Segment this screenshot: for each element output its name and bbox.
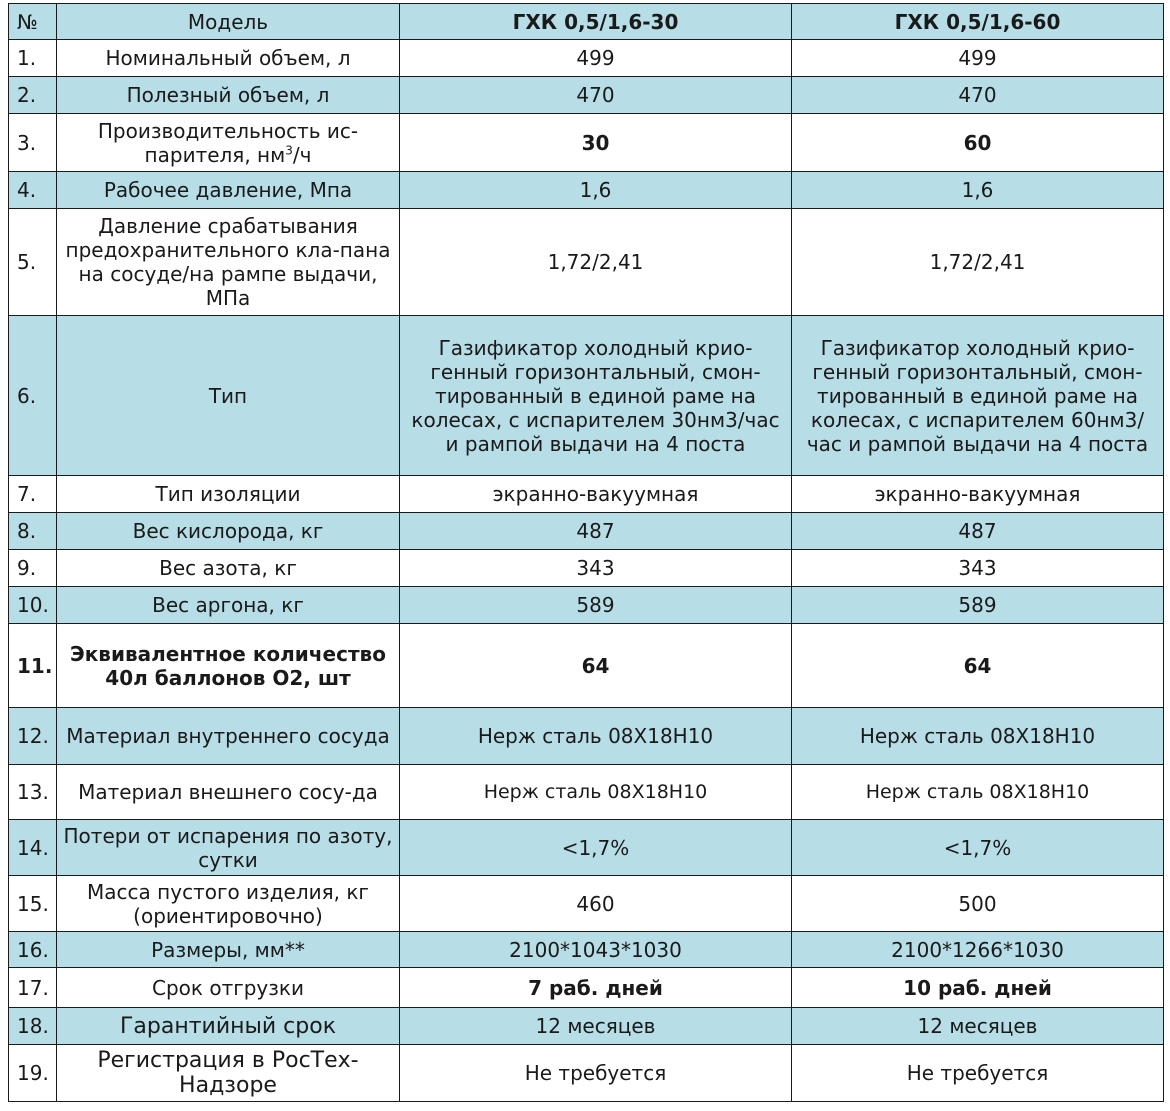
row-value-2: 10 раб. дней xyxy=(792,968,1164,1008)
row-value-1: 64 xyxy=(400,624,792,708)
row-number: 19. xyxy=(9,1045,57,1102)
table-row xyxy=(9,968,1164,1008)
row-value-1: Не требуется xyxy=(400,1045,792,1102)
table-row xyxy=(9,765,1164,820)
row-value-2: Не требуется xyxy=(792,1045,1164,1102)
row-number: 7. xyxy=(9,476,57,513)
table-row xyxy=(9,1008,1164,1045)
row-value-1: 1,6 xyxy=(400,172,792,209)
row-label: Вес азота, кг xyxy=(57,550,400,587)
table-row xyxy=(9,172,1164,209)
row-label-line-2: парителя, нм xyxy=(144,142,286,167)
table-row xyxy=(9,209,1164,316)
row-label: Вес кислорода, кг xyxy=(57,513,400,550)
table-row xyxy=(9,876,1164,932)
row-number: 12. xyxy=(9,708,57,765)
table-row xyxy=(9,550,1164,587)
row-value-1: Нерж сталь 08Х18Н10 xyxy=(400,708,792,765)
row-number: 9. xyxy=(9,550,57,587)
row-value-2: 499 xyxy=(792,40,1164,77)
row-value-1: 460 xyxy=(400,876,792,932)
header-model: Модель xyxy=(57,4,400,40)
row-value-2: 12 месяцев xyxy=(792,1008,1164,1045)
row-number: 5. xyxy=(9,209,57,316)
row-value-2: экранно-вакуумная xyxy=(792,476,1164,513)
row-number: 17. xyxy=(9,968,57,1008)
table-header-row xyxy=(9,4,1164,40)
row-value-1: экранно-вакуумная xyxy=(400,476,792,513)
row-label: Гарантийный срок xyxy=(57,1008,400,1045)
row-value-2: 2100*1266*1030 xyxy=(792,932,1164,968)
table-row xyxy=(9,40,1164,77)
row-number: 1. xyxy=(9,40,57,77)
row-value-1: 470 xyxy=(400,77,792,114)
table-row xyxy=(9,513,1164,550)
table-row xyxy=(9,708,1164,765)
row-label-superscript: 3 xyxy=(285,142,293,157)
row-value-2: 343 xyxy=(792,550,1164,587)
row-value-1: 12 месяцев xyxy=(400,1008,792,1045)
row-label: Вес аргона, кг xyxy=(57,587,400,624)
row-label: Материал внутреннего сосуда xyxy=(57,708,400,765)
row-number: 15. xyxy=(9,876,57,932)
row-value-1: 589 xyxy=(400,587,792,624)
row-number: 4. xyxy=(9,172,57,209)
row-value-2: 487 xyxy=(792,513,1164,550)
row-value-2: <1,7% xyxy=(792,820,1164,876)
row-value-1: Нерж сталь 08Х18Н10 xyxy=(400,765,792,820)
row-label: Рабочее давление, Мпа xyxy=(57,172,400,209)
row-label: Номинальный объем, л xyxy=(57,40,400,77)
row-number: 3. xyxy=(9,114,57,172)
row-label: Тип изоляции xyxy=(57,476,400,513)
row-value-2: 589 xyxy=(792,587,1164,624)
row-value-2: Нерж сталь 08Х18Н10 xyxy=(792,708,1164,765)
row-label-line-2-end: /ч xyxy=(292,142,312,167)
header-col2: ГХК 0,5/1,6-60 xyxy=(792,4,1164,40)
table-row xyxy=(9,932,1164,968)
row-label: Потери от испарения по азоту, сутки xyxy=(57,820,400,876)
row-label: Размеры, мм** xyxy=(57,932,400,968)
row-value-1: 30 xyxy=(400,114,792,172)
row-value-1: <1,7% xyxy=(400,820,792,876)
row-number: 11. xyxy=(9,624,57,708)
header-num: № xyxy=(9,4,57,40)
row-value-1: 2100*1043*1030 xyxy=(400,932,792,968)
table-row xyxy=(9,624,1164,708)
row-label: Масса пустого изделия, кг (ориентировочно) xyxy=(57,876,400,932)
row-value-2: 1,6 xyxy=(792,172,1164,209)
row-label xyxy=(57,114,400,172)
row-value-2: 470 xyxy=(792,77,1164,114)
row-number: 13. xyxy=(9,765,57,820)
row-label: Регистрация в РосТех-Надзоре xyxy=(57,1045,400,1102)
row-number: 2. xyxy=(9,77,57,114)
table-row xyxy=(9,316,1164,476)
table-row xyxy=(9,820,1164,876)
row-label: Эквивалентное количество 40л баллонов О2, шт xyxy=(57,624,400,708)
row-value-2: 1,72/2,41 xyxy=(792,209,1164,316)
table-row xyxy=(9,476,1164,513)
row-value-2: 64 xyxy=(792,624,1164,708)
row-value-2: 60 xyxy=(792,114,1164,172)
row-value-1: 343 xyxy=(400,550,792,587)
row-value-1: 7 раб. дней xyxy=(400,968,792,1008)
table-row xyxy=(9,77,1164,114)
row-number: 10. xyxy=(9,587,57,624)
specs-table xyxy=(8,3,1164,1102)
row-value-2: 500 xyxy=(792,876,1164,932)
row-value-1: 487 xyxy=(400,513,792,550)
row-label: Тип xyxy=(57,316,400,476)
row-number: 16. xyxy=(9,932,57,968)
row-value-2: Нерж сталь 08Х18Н10 xyxy=(792,765,1164,820)
table-row xyxy=(9,1045,1164,1102)
row-number: 8. xyxy=(9,513,57,550)
row-value-2: Газификатор холодный крио-генный горизонтальный, смон-тированный в единой раме на колесах, с испарителем 60нм3/час и рампой выдачи на 4 поста xyxy=(792,316,1164,476)
row-label: Полезный объем, л xyxy=(57,77,400,114)
row-number: 18. xyxy=(9,1008,57,1045)
row-value-1: Газификатор холодный крио-генный горизонтальный, смон-тированный в единой раме на колесах, с испарителем 30нм3/час и рампой выдачи на 4 поста xyxy=(400,316,792,476)
row-label-line-1: Производительность ис- xyxy=(97,118,359,143)
table-row xyxy=(9,114,1164,172)
row-value-1: 1,72/2,41 xyxy=(400,209,792,316)
row-value-1: 499 xyxy=(400,40,792,77)
row-number: 14. xyxy=(9,820,57,876)
row-label: Материал внешнего сосу-да xyxy=(57,765,400,820)
row-label: Давление срабатывания предохранительного кла-пана на сосуде/на рампе выдачи, МПа xyxy=(57,209,400,316)
table-row xyxy=(9,587,1164,624)
header-col1: ГХК 0,5/1,6-30 xyxy=(400,4,792,40)
row-label: Срок отгрузки xyxy=(57,968,400,1008)
row-number: 6. xyxy=(9,316,57,476)
